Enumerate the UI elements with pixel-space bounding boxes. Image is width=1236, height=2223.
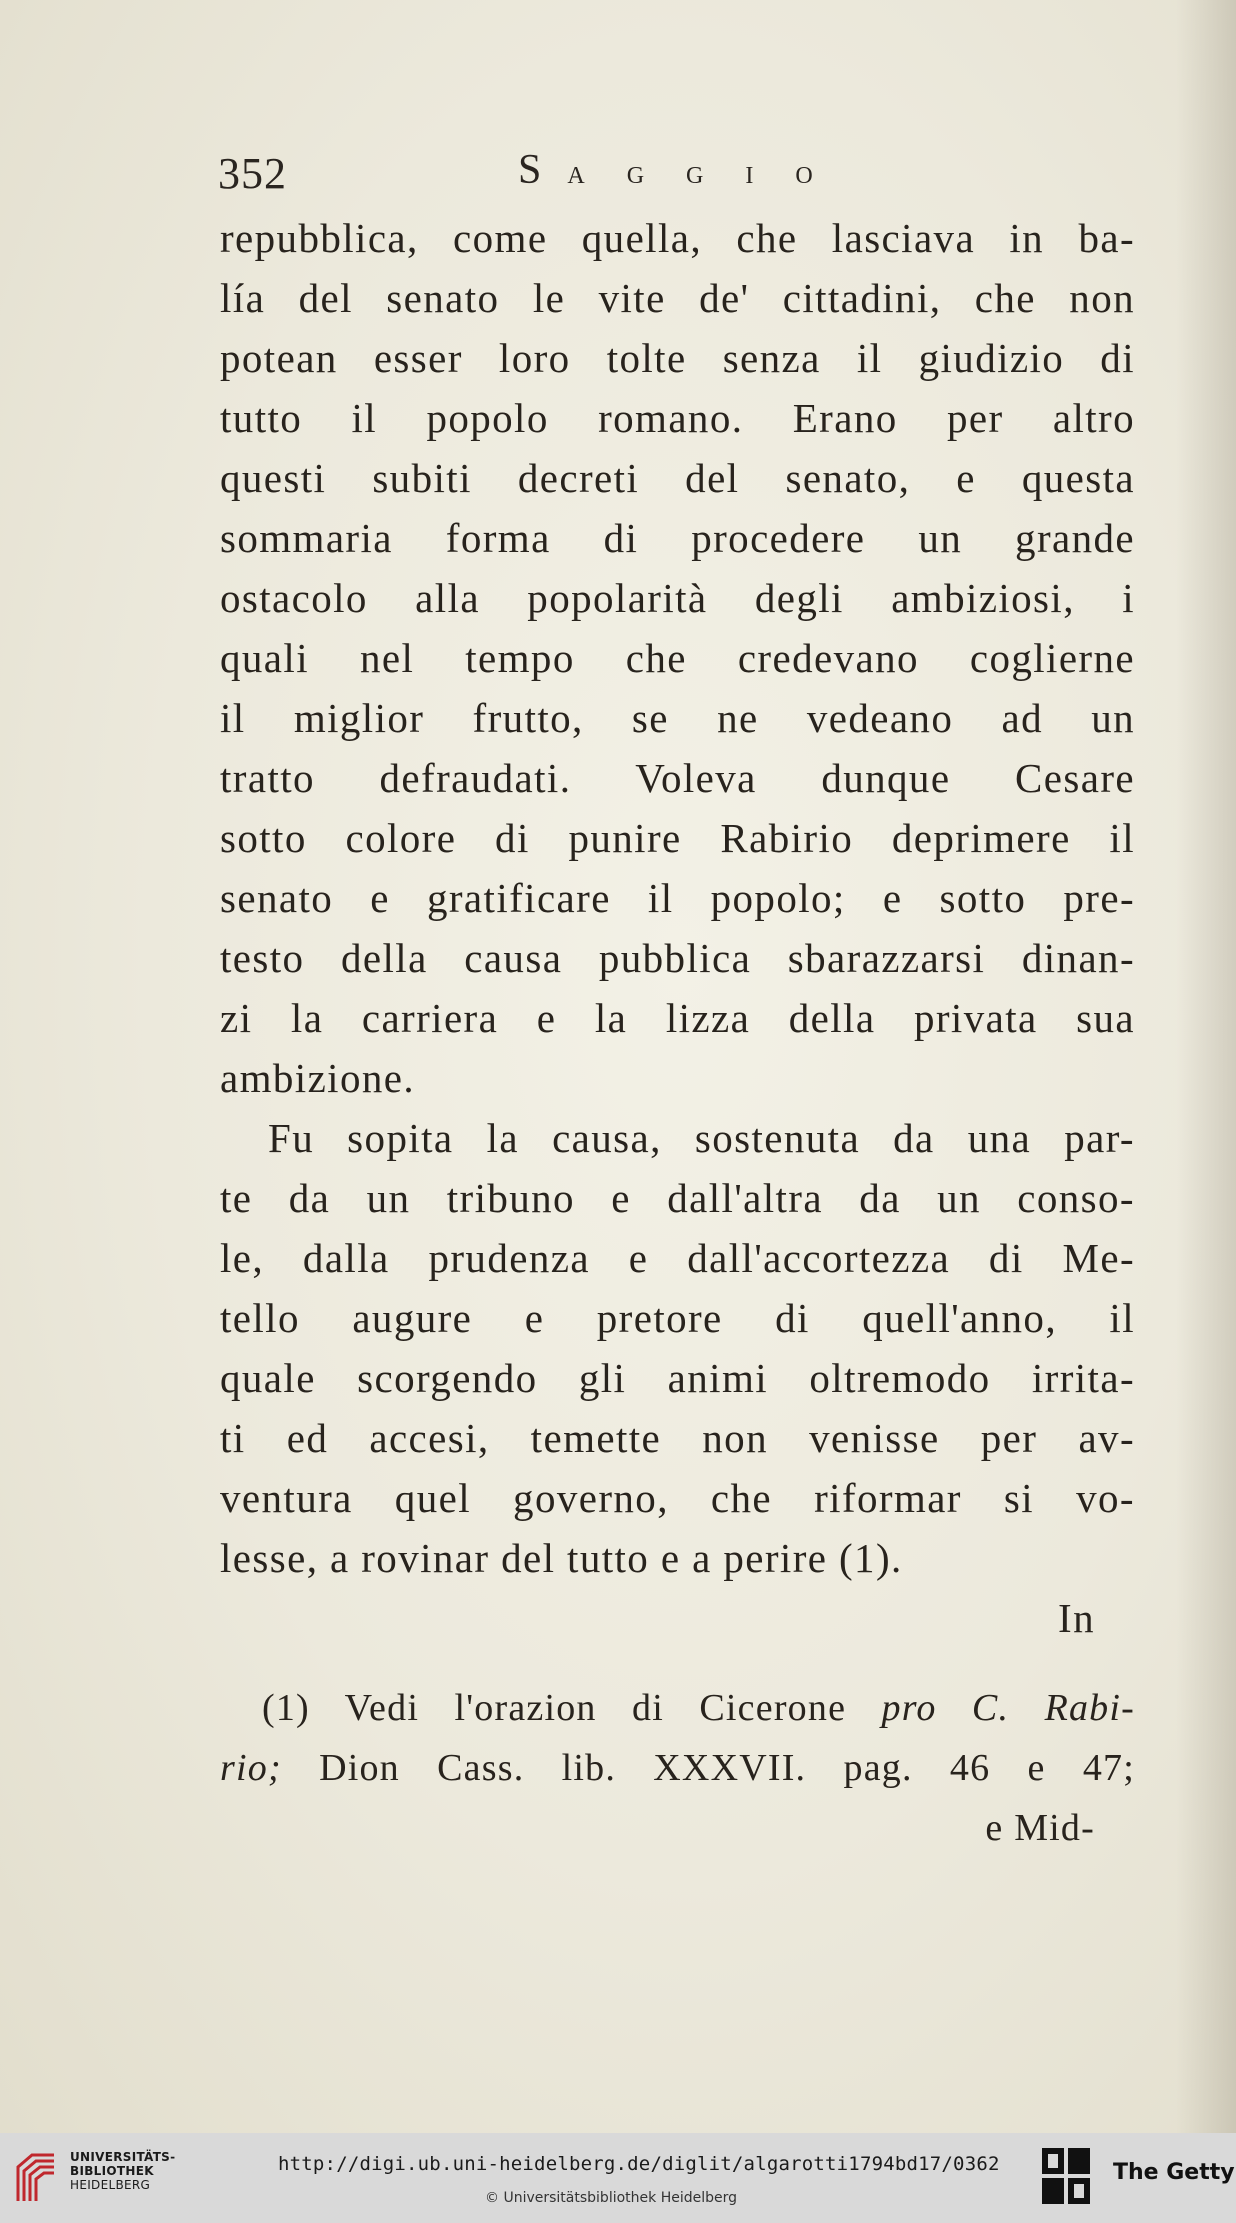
- university-library-name: [70, 2150, 175, 2192]
- text-line: senato e gratificare il popolo; e sotto pre-: [220, 875, 1135, 921]
- footnote-italic: rio;: [220, 1747, 282, 1789]
- text-line: questi subiti decreti del senato, e questa: [220, 455, 1135, 501]
- text-line: te da un tribuno e dall'altra da un conso-: [220, 1175, 1135, 1221]
- text-line: sotto colore di punire Rabirio deprimere il: [220, 815, 1135, 861]
- text-line: ostacolo alla popolarità degli ambiziosi, i: [220, 575, 1135, 621]
- text-line: ventura quel governo, che riformar si vo-: [220, 1475, 1135, 1521]
- page-number: 352: [218, 149, 287, 198]
- footnote-text: Dion Cass. lib. XXXVII. pag. 46 e 47;: [319, 1747, 1136, 1789]
- getty-name: The Getty: [1113, 2160, 1235, 2185]
- text-line: quali nel tempo che credevano coglierne: [220, 635, 1135, 681]
- text-line: il miglior frutto, se ne vedeano ad un: [220, 695, 1135, 741]
- footnote-catchword: e Mid-: [985, 1807, 1095, 1849]
- page-edge-shadow: [1176, 0, 1236, 2133]
- body-text: [220, 208, 1135, 1648]
- paragraph-start-line: Fu sopita la causa, sostenuta da una par-: [268, 1115, 1135, 1161]
- text-line: repubblica, come quella, che lasciava in ba-: [220, 215, 1135, 261]
- library-name-line: UNIVERSITÄTS-: [70, 2150, 176, 2164]
- text-line: ambizione.: [220, 1055, 416, 1101]
- text-line: potean esser loro tolte senza il giudizio di: [220, 335, 1135, 381]
- page-header: [218, 140, 1138, 200]
- footnote-line: [262, 1678, 1135, 1738]
- text-line: zi la carriera e la lizza della privata sua: [220, 995, 1135, 1041]
- running-head-rest: AGGIO: [567, 163, 855, 189]
- library-name-line: BIBLIOTHEK: [70, 2164, 154, 2178]
- footnote-italic: pro C. Rabi-: [881, 1687, 1135, 1729]
- text-line: tutto il popolo romano. Erano per altro: [220, 395, 1135, 441]
- library-city: HEIDELBERG: [70, 2178, 151, 2192]
- text-line: lesse, a rovinar del tutto e a perire (1).: [220, 1535, 903, 1581]
- text-line: sommaria forma di procedere un grande: [220, 515, 1135, 561]
- footnote-line: [220, 1738, 1135, 1798]
- catchword: In: [1058, 1595, 1095, 1641]
- text-line: quale scorgendo gli animi oltremodo irrita-: [220, 1355, 1135, 1401]
- running-head-initial: S: [518, 147, 568, 193]
- text-line: testo della causa pubblica sbarazzarsi dinan-: [220, 935, 1135, 981]
- text-line: ti ed accesi, temette non venisse per av-: [220, 1415, 1135, 1461]
- footnote-text: (1) Vedi l'orazion di Cicerone: [262, 1687, 847, 1729]
- running-head: [518, 146, 855, 194]
- viewer-footer: [0, 2133, 1236, 2223]
- copyright-notice: © Universitätsbibliothek Heidelberg: [485, 2190, 738, 2206]
- university-library-logo-icon: [12, 2147, 60, 2207]
- getty-logo-icon: [1040, 2146, 1094, 2208]
- permalink-url[interactable]: http://digi.ub.uni-heidelberg.de/diglit/algarotti1794bd17/0362: [278, 2153, 1000, 2175]
- text-line: le, dalla prudenza e dall'accortezza di Me-: [220, 1235, 1135, 1281]
- text-line: tello augure e pretore di quell'anno, il: [220, 1295, 1135, 1341]
- text-line: lía del senato le vite de' cittadini, che non: [220, 275, 1135, 321]
- text-line: tratto defraudati. Voleva dunque Cesare: [220, 755, 1135, 801]
- footnote: [220, 1678, 1136, 1858]
